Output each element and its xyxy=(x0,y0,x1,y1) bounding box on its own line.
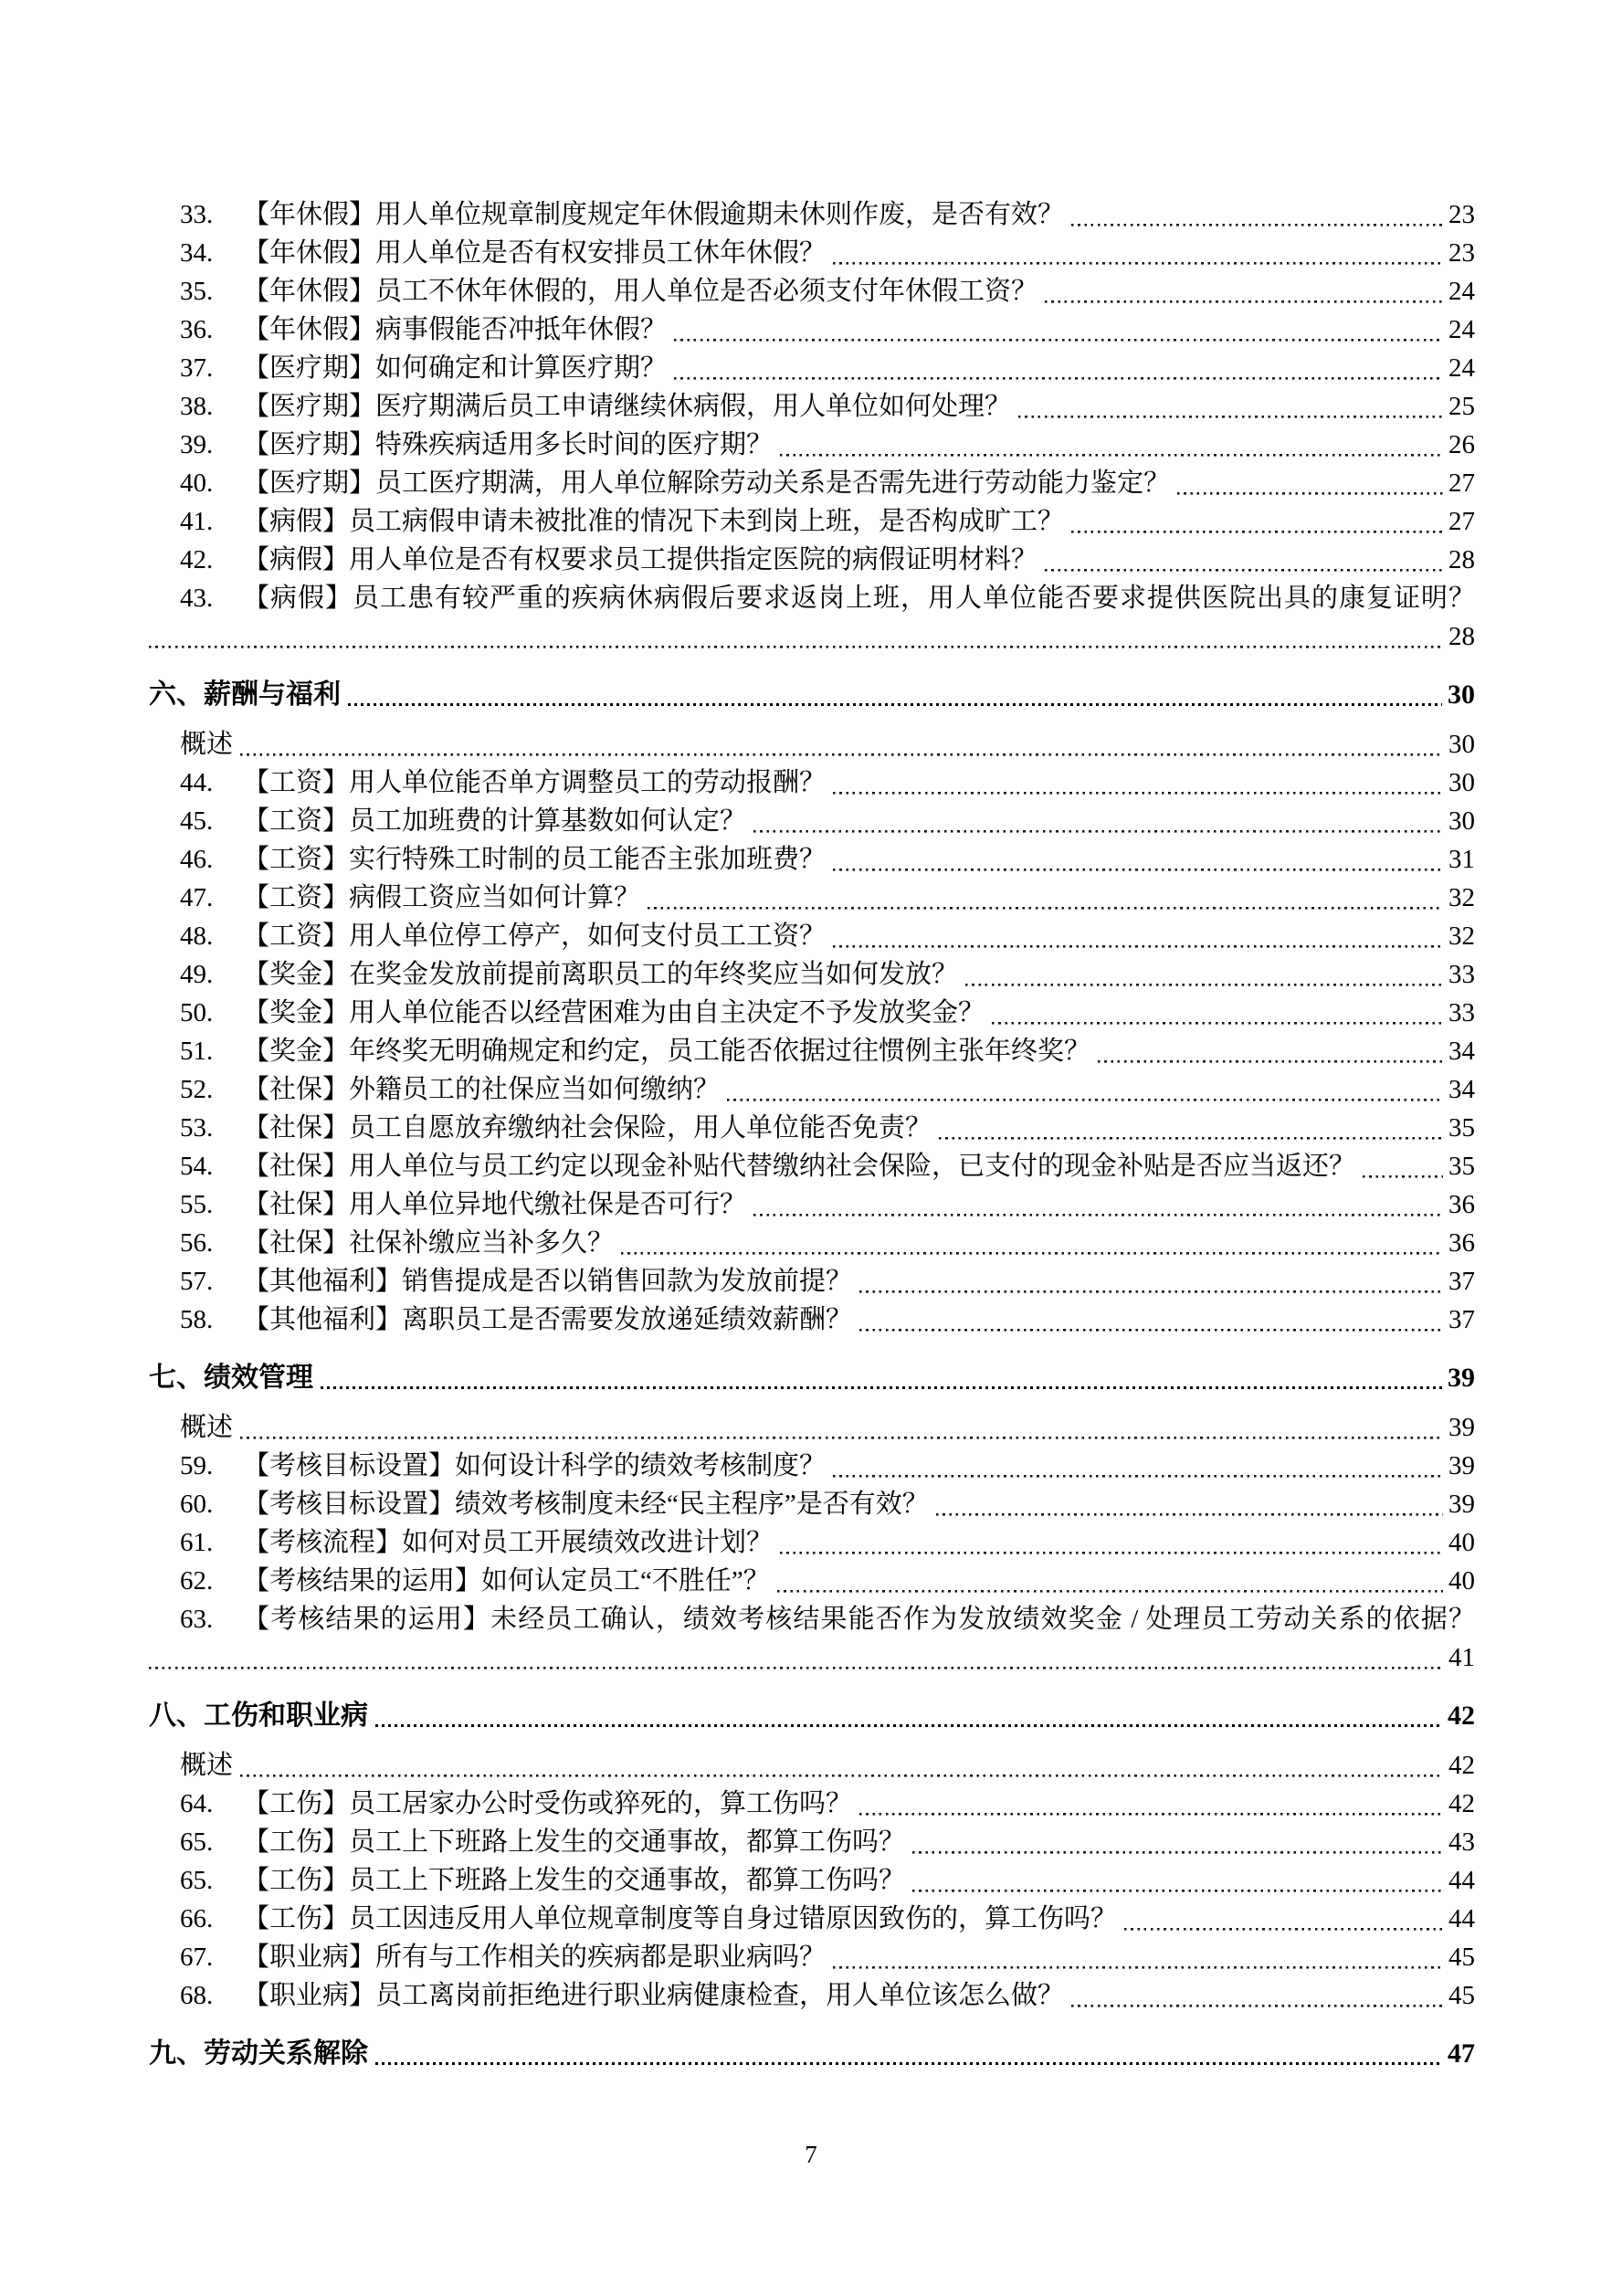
footer-page-number: 7 xyxy=(805,2141,817,2168)
toc-entry-page-number: 28 xyxy=(1448,622,1475,651)
toc-continuation-line[interactable] xyxy=(149,1638,1475,1677)
toc-entry-label: 【奖金】年终奖无明确规定和约定，员工能否依据过往惯例主张年终奖？ xyxy=(243,1037,1091,1066)
toc-entry[interactable] xyxy=(149,195,1475,234)
leader-dots xyxy=(727,1070,1443,1109)
leader-dots xyxy=(833,840,1443,879)
toc-entry-label: 概述 xyxy=(180,1751,234,1780)
toc-entry-number: 54. xyxy=(180,1152,214,1181)
toc-entry[interactable] xyxy=(149,1224,1475,1262)
toc-entry[interactable] xyxy=(149,917,1475,955)
toc-entry-number: 45. xyxy=(180,806,214,836)
toc-entry-page-number: 27 xyxy=(1448,469,1475,498)
toc-entry[interactable] xyxy=(149,387,1475,426)
toc-entry-label: 【工资】用人单位停工停产，如何支付员工工资？ xyxy=(243,922,827,951)
toc-entry-page-number: 26 xyxy=(1448,430,1475,459)
toc-entry-label: 【医疗期】特殊疾病适用多长时间的医疗期？ xyxy=(243,430,774,459)
toc-entry-label: 【工资】员工加班费的计算基数如何认定？ xyxy=(243,806,747,836)
toc-entry-number: 43. xyxy=(180,584,214,613)
toc-entry-page-number: 42 xyxy=(1448,1751,1475,1780)
toc-entry-number: 55. xyxy=(180,1190,214,1219)
toc-entry-label: 【年休假】员工不休年休假的，用人单位是否必须支付年休假工资？ xyxy=(243,277,1038,306)
leader-dots xyxy=(674,311,1443,349)
leader-dots xyxy=(1177,464,1443,502)
leader-dots xyxy=(777,1562,1443,1600)
toc-entry[interactable] xyxy=(149,1523,1475,1562)
toc-entry[interactable] xyxy=(149,1600,1475,1638)
leader-dots xyxy=(1363,1147,1443,1185)
toc-entry-page-number: 44 xyxy=(1448,1904,1475,1933)
toc-entry-page-number: 33 xyxy=(1448,998,1475,1027)
toc-entry[interactable] xyxy=(149,994,1475,1032)
toc-entry-number: 50. xyxy=(180,998,214,1027)
leader-dots xyxy=(149,617,1443,656)
toc-entry[interactable] xyxy=(149,1900,1475,1938)
toc-entry-label: 概述 xyxy=(180,1413,234,1442)
toc-entry-label: 【病假】员工患有较严重的疾病休病假后要求返岗上班，用人单位能否要求提供医院出具的康复证明？ xyxy=(243,584,1475,613)
toc-entry-page-number: 30 xyxy=(1448,730,1475,759)
leader-dots xyxy=(375,1697,1442,1735)
toc-entry-label: 【其他福利】离职员工是否需要发放递延绩效薪酬？ xyxy=(243,1305,853,1334)
toc-entry-page-number: 28 xyxy=(1448,545,1475,574)
leader-dots xyxy=(240,1408,1443,1447)
leader-dots xyxy=(1098,1032,1443,1070)
toc-entry-number: 44. xyxy=(180,768,214,797)
toc-section-title: 八、工伤和职业病 xyxy=(149,1701,368,1731)
toc-entry[interactable] xyxy=(149,1185,1475,1224)
toc-entry-label: 【医疗期】如何确定和计算医疗期？ xyxy=(243,353,668,383)
toc-entry-page-number: 40 xyxy=(1448,1528,1475,1557)
leader-dots xyxy=(1045,541,1443,579)
toc-entry-number: 34. xyxy=(180,238,214,268)
leader-dots xyxy=(753,1185,1443,1224)
toc-entry-page-number: 31 xyxy=(1448,845,1475,874)
toc-entry-page-number: 43 xyxy=(1448,1827,1475,1857)
toc-entry-page-number: 39 xyxy=(1448,1451,1475,1480)
leader-dots xyxy=(833,234,1443,272)
leader-dots xyxy=(912,1861,1443,1900)
toc-entry-label: 【年休假】病事假能否冲抵年休假？ xyxy=(243,315,668,344)
toc-entry[interactable] xyxy=(149,464,1475,502)
leader-dots xyxy=(149,1638,1443,1677)
toc-entry-page-number: 45 xyxy=(1448,1981,1475,2010)
toc-entry-page-number: 23 xyxy=(1448,238,1475,268)
toc xyxy=(149,195,1475,2084)
toc-entry-number: 64. xyxy=(180,1789,214,1818)
toc-entry-number: 63. xyxy=(180,1605,214,1634)
toc-entry-label: 【工资】实行特殊工时制的员工能否主张加班费？ xyxy=(243,845,827,874)
toc-entry-number: 58. xyxy=(180,1305,214,1334)
toc-entry-number: 42. xyxy=(180,545,214,574)
toc-entry-label: 【工伤】员工上下班路上发生的交通事故，都算工伤吗？ xyxy=(243,1866,906,1895)
leader-dots xyxy=(1124,1900,1443,1938)
toc-entry-page-number: 42 xyxy=(1448,1789,1475,1818)
toc-entry-label: 【其他福利】销售提成是否以销售回款为发放前提？ xyxy=(243,1267,853,1296)
toc-entry[interactable] xyxy=(149,1823,1475,1861)
leader-dots xyxy=(833,1938,1443,1976)
toc-entry-label: 【年休假】用人单位规章制度规定年休假逾期未休则作废，是否有效？ xyxy=(243,200,1065,229)
toc-entry-page-number: 37 xyxy=(1448,1267,1475,1296)
toc-entry-page-number: 32 xyxy=(1448,883,1475,912)
toc-entry-label: 【考核目标设置】如何设计科学的绩效考核制度？ xyxy=(243,1451,827,1480)
toc-entry-page-number: 24 xyxy=(1448,277,1475,306)
toc-entry[interactable] xyxy=(149,879,1475,917)
leader-dots xyxy=(912,1823,1443,1861)
toc-entry-number: 52. xyxy=(180,1075,214,1104)
toc-entry-label: 【病假】员工病假申请未被批准的情况下未到岗上班，是否构成旷工？ xyxy=(243,507,1065,536)
toc-entry-page-number: 36 xyxy=(1448,1228,1475,1258)
toc-entry-page-number: 23 xyxy=(1448,200,1475,229)
toc-entry-number: 38. xyxy=(180,392,214,421)
toc-entry-number: 33. xyxy=(180,200,214,229)
leader-dots xyxy=(240,725,1443,764)
toc-entry[interactable] xyxy=(149,764,1475,802)
toc-entry[interactable] xyxy=(149,311,1475,349)
toc-entry[interactable] xyxy=(149,1976,1475,2015)
toc-entry[interactable] xyxy=(149,272,1475,311)
leader-dots xyxy=(321,1359,1442,1397)
toc-entry-label: 【年休假】用人单位是否有权安排员工休年休假？ xyxy=(243,238,827,268)
toc-entry-label: 【考核流程】如何对员工开展绩效改进计划？ xyxy=(243,1528,774,1557)
toc-entry[interactable] xyxy=(149,234,1475,272)
toc-entry-number: 66. xyxy=(180,1904,214,1933)
toc-entry-number: 37. xyxy=(180,353,214,383)
leader-dots xyxy=(1071,502,1443,541)
toc-overview-entry[interactable] xyxy=(149,725,1475,764)
toc-entry-label: 【工伤】员工上下班路上发生的交通事故，都算工伤吗？ xyxy=(243,1827,906,1857)
toc-entry-number: 35. xyxy=(180,277,214,306)
toc-entry-number: 65. xyxy=(180,1827,214,1857)
toc-entry-page-number: 27 xyxy=(1448,507,1475,536)
toc-entry-page-number: 24 xyxy=(1448,353,1475,383)
toc-entry-label: 【社保】用人单位异地代缴社保是否可行？ xyxy=(243,1190,747,1219)
toc-section-heading[interactable] xyxy=(149,676,1475,714)
toc-entry-label: 【奖金】用人单位能否以经营困难为由自主决定不予发放奖金？ xyxy=(243,998,985,1027)
leader-dots xyxy=(648,879,1443,917)
toc-entry-label: 【职业病】所有与工作相关的疾病都是职业病吗？ xyxy=(243,1943,827,1972)
leader-dots xyxy=(1071,1976,1443,2015)
toc-entry-page-number: 35 xyxy=(1448,1113,1475,1143)
leader-dots xyxy=(859,1785,1443,1823)
toc-entry[interactable] xyxy=(149,1447,1475,1485)
leader-dots xyxy=(1071,195,1443,234)
toc-entry[interactable] xyxy=(149,1861,1475,1900)
toc-entry-page-number: 25 xyxy=(1448,392,1475,421)
leader-dots xyxy=(240,1746,1443,1785)
toc-entry-number: 67. xyxy=(180,1943,214,1972)
toc-entry-page-number: 44 xyxy=(1448,1866,1475,1895)
toc-entry-number: 47. xyxy=(180,883,214,912)
toc-entry-number: 41. xyxy=(180,507,214,536)
toc-entry-page-number: 30 xyxy=(1448,806,1475,836)
toc-entry-number: 61. xyxy=(180,1528,214,1557)
toc-entry-page-number: 35 xyxy=(1448,1152,1475,1181)
toc-entry[interactable] xyxy=(149,840,1475,879)
toc-entry[interactable] xyxy=(149,349,1475,387)
leader-dots xyxy=(780,1523,1443,1562)
leader-dots xyxy=(936,1485,1443,1523)
leader-dots xyxy=(859,1301,1443,1339)
toc-entry[interactable] xyxy=(149,1109,1475,1147)
toc-section-title: 六、薪酬与福利 xyxy=(149,679,341,710)
toc-entry-page-number: 34 xyxy=(1448,1037,1475,1066)
toc-continuation-line[interactable] xyxy=(149,617,1475,656)
toc-entry[interactable] xyxy=(149,541,1475,579)
toc-entry[interactable] xyxy=(149,426,1475,464)
toc-entry-label: 【社保】员工自愿放弃缴纳社会保险，用人单位能否免责？ xyxy=(243,1113,932,1143)
page-footer xyxy=(0,2135,1622,2174)
leader-dots xyxy=(992,994,1443,1032)
toc-entry[interactable] xyxy=(149,1301,1475,1339)
toc-entry-label: 【医疗期】医疗期满后员工申请继续休病假，用人单位如何处理？ xyxy=(243,392,1012,421)
toc-entry[interactable] xyxy=(149,1147,1475,1185)
toc-entry[interactable] xyxy=(149,1070,1475,1109)
toc-entry-number: 62. xyxy=(180,1566,214,1596)
toc-entry-label: 【社保】外籍员工的社保应当如何缴纳？ xyxy=(243,1075,721,1104)
toc-entry-label: 【工伤】员工因违反用人单位规章制度等自身过错原因致伤的，算工伤吗？ xyxy=(243,1904,1118,1933)
leader-dots xyxy=(833,917,1443,955)
toc-entry-page-number: 24 xyxy=(1448,315,1475,344)
leader-dots xyxy=(939,1109,1443,1147)
toc-entry-page-number: 39 xyxy=(1448,1363,1475,1393)
leader-dots xyxy=(965,955,1443,994)
toc-entry-label: 【考核目标设置】绩效考核制度未经“民主程序”是否有效？ xyxy=(243,1490,929,1519)
toc-section-title: 七、绩效管理 xyxy=(149,1363,313,1393)
toc-entry-label: 【社保】社保补缴应当补多久？ xyxy=(243,1228,615,1258)
toc-section-heading[interactable] xyxy=(149,1359,1475,1397)
toc-entry[interactable] xyxy=(149,1032,1475,1070)
toc-entry-label: 【考核结果的运用】如何认定员工“不胜任”？ xyxy=(243,1566,770,1596)
toc-entry-page-number: 33 xyxy=(1448,960,1475,989)
toc-entry[interactable] xyxy=(149,802,1475,840)
toc-entry-number: 53. xyxy=(180,1113,214,1143)
toc-entry-label: 【工资】用人单位能否单方调整员工的劳动报酬？ xyxy=(243,768,827,797)
toc-entry-number: 65. xyxy=(180,1866,214,1895)
leader-dots xyxy=(780,426,1443,464)
toc-entry-page-number: 39 xyxy=(1448,1490,1475,1519)
leader-dots xyxy=(375,2035,1442,2073)
toc-entry-label: 【工伤】员工居家办公时受伤或猝死的，算工伤吗？ xyxy=(243,1789,853,1818)
toc-entry-page-number: 47 xyxy=(1448,2038,1475,2069)
toc-entry-page-number: 42 xyxy=(1448,1701,1475,1731)
leader-dots xyxy=(621,1224,1443,1262)
toc-entry-number: 36. xyxy=(180,315,214,344)
toc-entry-page-number: 39 xyxy=(1448,1413,1475,1442)
toc-entry-page-number: 40 xyxy=(1448,1566,1475,1596)
toc-entry-label: 【病假】用人单位是否有权要求员工提供指定医院的病假证明材料？ xyxy=(243,545,1038,574)
leader-dots xyxy=(833,764,1443,802)
toc-entry-number: 48. xyxy=(180,922,214,951)
toc-entry-number: 46. xyxy=(180,845,214,874)
toc-entry-label: 概述 xyxy=(180,730,234,759)
toc-entry-page-number: 45 xyxy=(1448,1943,1475,1972)
toc-entry[interactable] xyxy=(149,1562,1475,1600)
toc-entry-label: 【工资】病假工资应当如何计算？ xyxy=(243,883,641,912)
leader-dots xyxy=(674,349,1443,387)
toc-overview-entry[interactable] xyxy=(149,1746,1475,1785)
toc-entry[interactable] xyxy=(149,502,1475,541)
toc-entry-page-number: 32 xyxy=(1448,922,1475,951)
toc-entry-label: 【职业病】员工离岗前拒绝进行职业病健康检查，用人单位该怎么做？ xyxy=(243,1981,1065,2010)
toc-overview-entry[interactable] xyxy=(149,1408,1475,1447)
toc-entry-page-number: 37 xyxy=(1448,1305,1475,1334)
leader-dots xyxy=(859,1262,1443,1301)
toc-section-heading[interactable] xyxy=(149,2035,1475,2073)
toc-entry[interactable] xyxy=(149,1785,1475,1823)
toc-entry-label: 【医疗期】员工医疗期满，用人单位解除劳动关系是否需先进行劳动能力鉴定？ xyxy=(243,469,1171,498)
toc-entry-page-number: 41 xyxy=(1448,1643,1475,1672)
toc-entry-page-number: 30 xyxy=(1448,679,1475,710)
toc-entry-number: 51. xyxy=(180,1037,214,1066)
leader-dots xyxy=(753,802,1443,840)
toc-entry-number: 56. xyxy=(180,1228,214,1258)
leader-dots xyxy=(348,676,1442,714)
leader-dots xyxy=(1018,387,1443,426)
toc-entry-page-number: 36 xyxy=(1448,1190,1475,1219)
toc-entry[interactable] xyxy=(149,1938,1475,1976)
toc-entry[interactable] xyxy=(149,579,1475,617)
toc-entry-label: 【奖金】在奖金发放前提前离职员工的年终奖应当如何发放？ xyxy=(243,960,959,989)
toc-entry-page-number: 30 xyxy=(1448,768,1475,797)
toc-entry-number: 39. xyxy=(180,430,214,459)
toc-section-title: 九、劳动关系解除 xyxy=(149,2038,368,2069)
leader-dots xyxy=(1045,272,1443,311)
toc-entry[interactable] xyxy=(149,1262,1475,1301)
toc-entry[interactable] xyxy=(149,1485,1475,1523)
toc-entry-number: 60. xyxy=(180,1490,214,1519)
toc-entry-number: 68. xyxy=(180,1981,214,2010)
toc-entry-page-number: 34 xyxy=(1448,1075,1475,1104)
toc-entry[interactable] xyxy=(149,955,1475,994)
toc-entry-number: 40. xyxy=(180,469,214,498)
leader-dots xyxy=(833,1447,1443,1485)
toc-entry-label: 【考核结果的运用】未经员工确认，绩效考核结果能否作为发放绩效奖金 / 处理员工劳动关系的依据？ xyxy=(243,1605,1475,1634)
toc-entry-number: 59. xyxy=(180,1451,214,1480)
toc-entry-number: 57. xyxy=(180,1267,214,1296)
toc-entry-number: 49. xyxy=(180,960,214,989)
toc-entry-label: 【社保】用人单位与员工约定以现金补贴代替缴纳社会保险，已支付的现金补贴是否应当返还？ xyxy=(243,1152,1356,1181)
toc-section-heading[interactable] xyxy=(149,1697,1475,1735)
